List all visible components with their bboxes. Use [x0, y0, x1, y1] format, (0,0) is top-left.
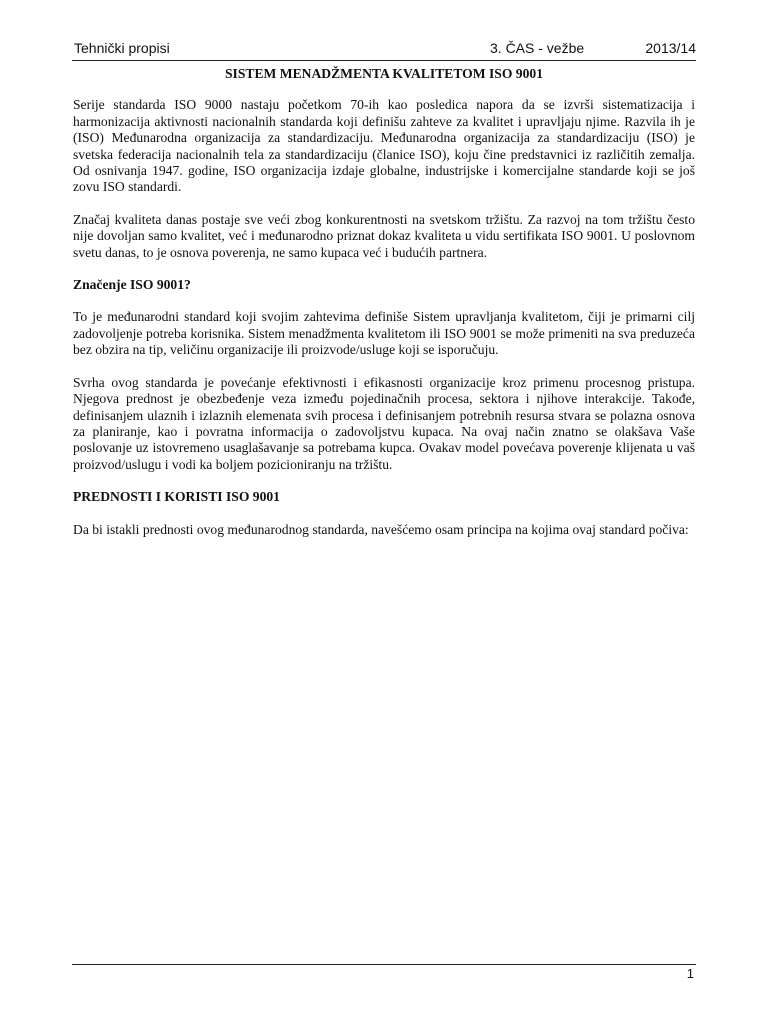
header-lesson-label: 3. ČAS - vežbe [490, 40, 585, 56]
paragraph-definition: To je međunarodni standard koji svojim zahtevima definiše Sistem upravljanja kvalitetom, čiji je primarni cilj zadovoljenje potreba korisnika. Sistem menadžmenta kvalitetom ili ISO 9001 se može primeniti na sva preduzeća bez obzira na tip, veličinu organizacije ili proizvode/usluge koji se isporučuju. [73, 309, 695, 358]
paragraph-principles-intro: Da bi istakli prednosti ovog međunarodnog standarda, navešćemo osam principa na kojima ovaj standard počiva: [73, 521, 689, 537]
page-number: 1 [686, 966, 694, 981]
document-title: SISTEM MENADŽMENTA KVALITETOM ISO 9001 [224, 66, 543, 81]
header-divider [72, 60, 696, 61]
heading-advantages: PREDNOSTI I KORISTI ISO 9001 [73, 489, 280, 505]
heading-meaning: Značenje ISO 9001? [73, 277, 191, 293]
paragraph-purpose: Svrha ovog standarda je povećanje efektivnosti i efikasnosti organizacije kroz primenu procesnog pristupa. Njegova prednost je obezbeđenje veza između pojedinačnih procesa, sektora i njihove interakcije. Takođe, definisanjem ulaznih i izlaznih elemenata svih procesa i definisanjem potrebnih resursa stvara se polazna osnova za planiranje, kao i povratna informacija o zadovoljstvu kupaca. Na ovaj način znatno se olakšava Vaše poslovanje uz istovremeno usaglašavanje sa potrebama kupca. Ovakav model povećava poverenje klijenata u vaš proizvod/uslugu i vodi ka boljem pozicioniranju na tržištu. [73, 374, 695, 472]
document-body [73, 66, 695, 554]
header-course-name: Tehnički propisi [74, 40, 170, 56]
page-header [72, 40, 696, 62]
paragraph-intro: Serije standarda ISO 9000 nastaju početkom 70-ih kao posledica napora da se izvrši sistematizacija i harmonizacija aktivnosti nacionalnih standarda koji definišu zahteve za kvalitet i upravljaju njime. Razvila ih je (ISO) Međunarodna organizacija za standardizaciju. Međunarodna organizacija za standardizaciju (ISO) je svetska federacija nacionalnih tela za standardizaciju (članice ISO), koju čine predstavnici iz različitih zemalja. Od osnivanja 1947. godine, ISO organizacija izdaje globalne, industrijske i komercijalne standarde koji se još zovu ISO standardi. [73, 97, 695, 195]
header-school-year: 2013/14 [645, 40, 696, 56]
footer-divider [72, 964, 696, 965]
paragraph-quality-importance: Značaj kvaliteta danas postaje sve veći zbog konkurentnosti na svetskom tržištu. Za razvoj na tom tržištu često nije dovoljan samo kvalitet, već i međunarodno priznat dokaz kvaliteta u vidu sertifikata ISO 9001. U poslovnom svetu danas, to je osnova poverenja, ne samo kupaca već i budućih partnera. [73, 211, 695, 260]
